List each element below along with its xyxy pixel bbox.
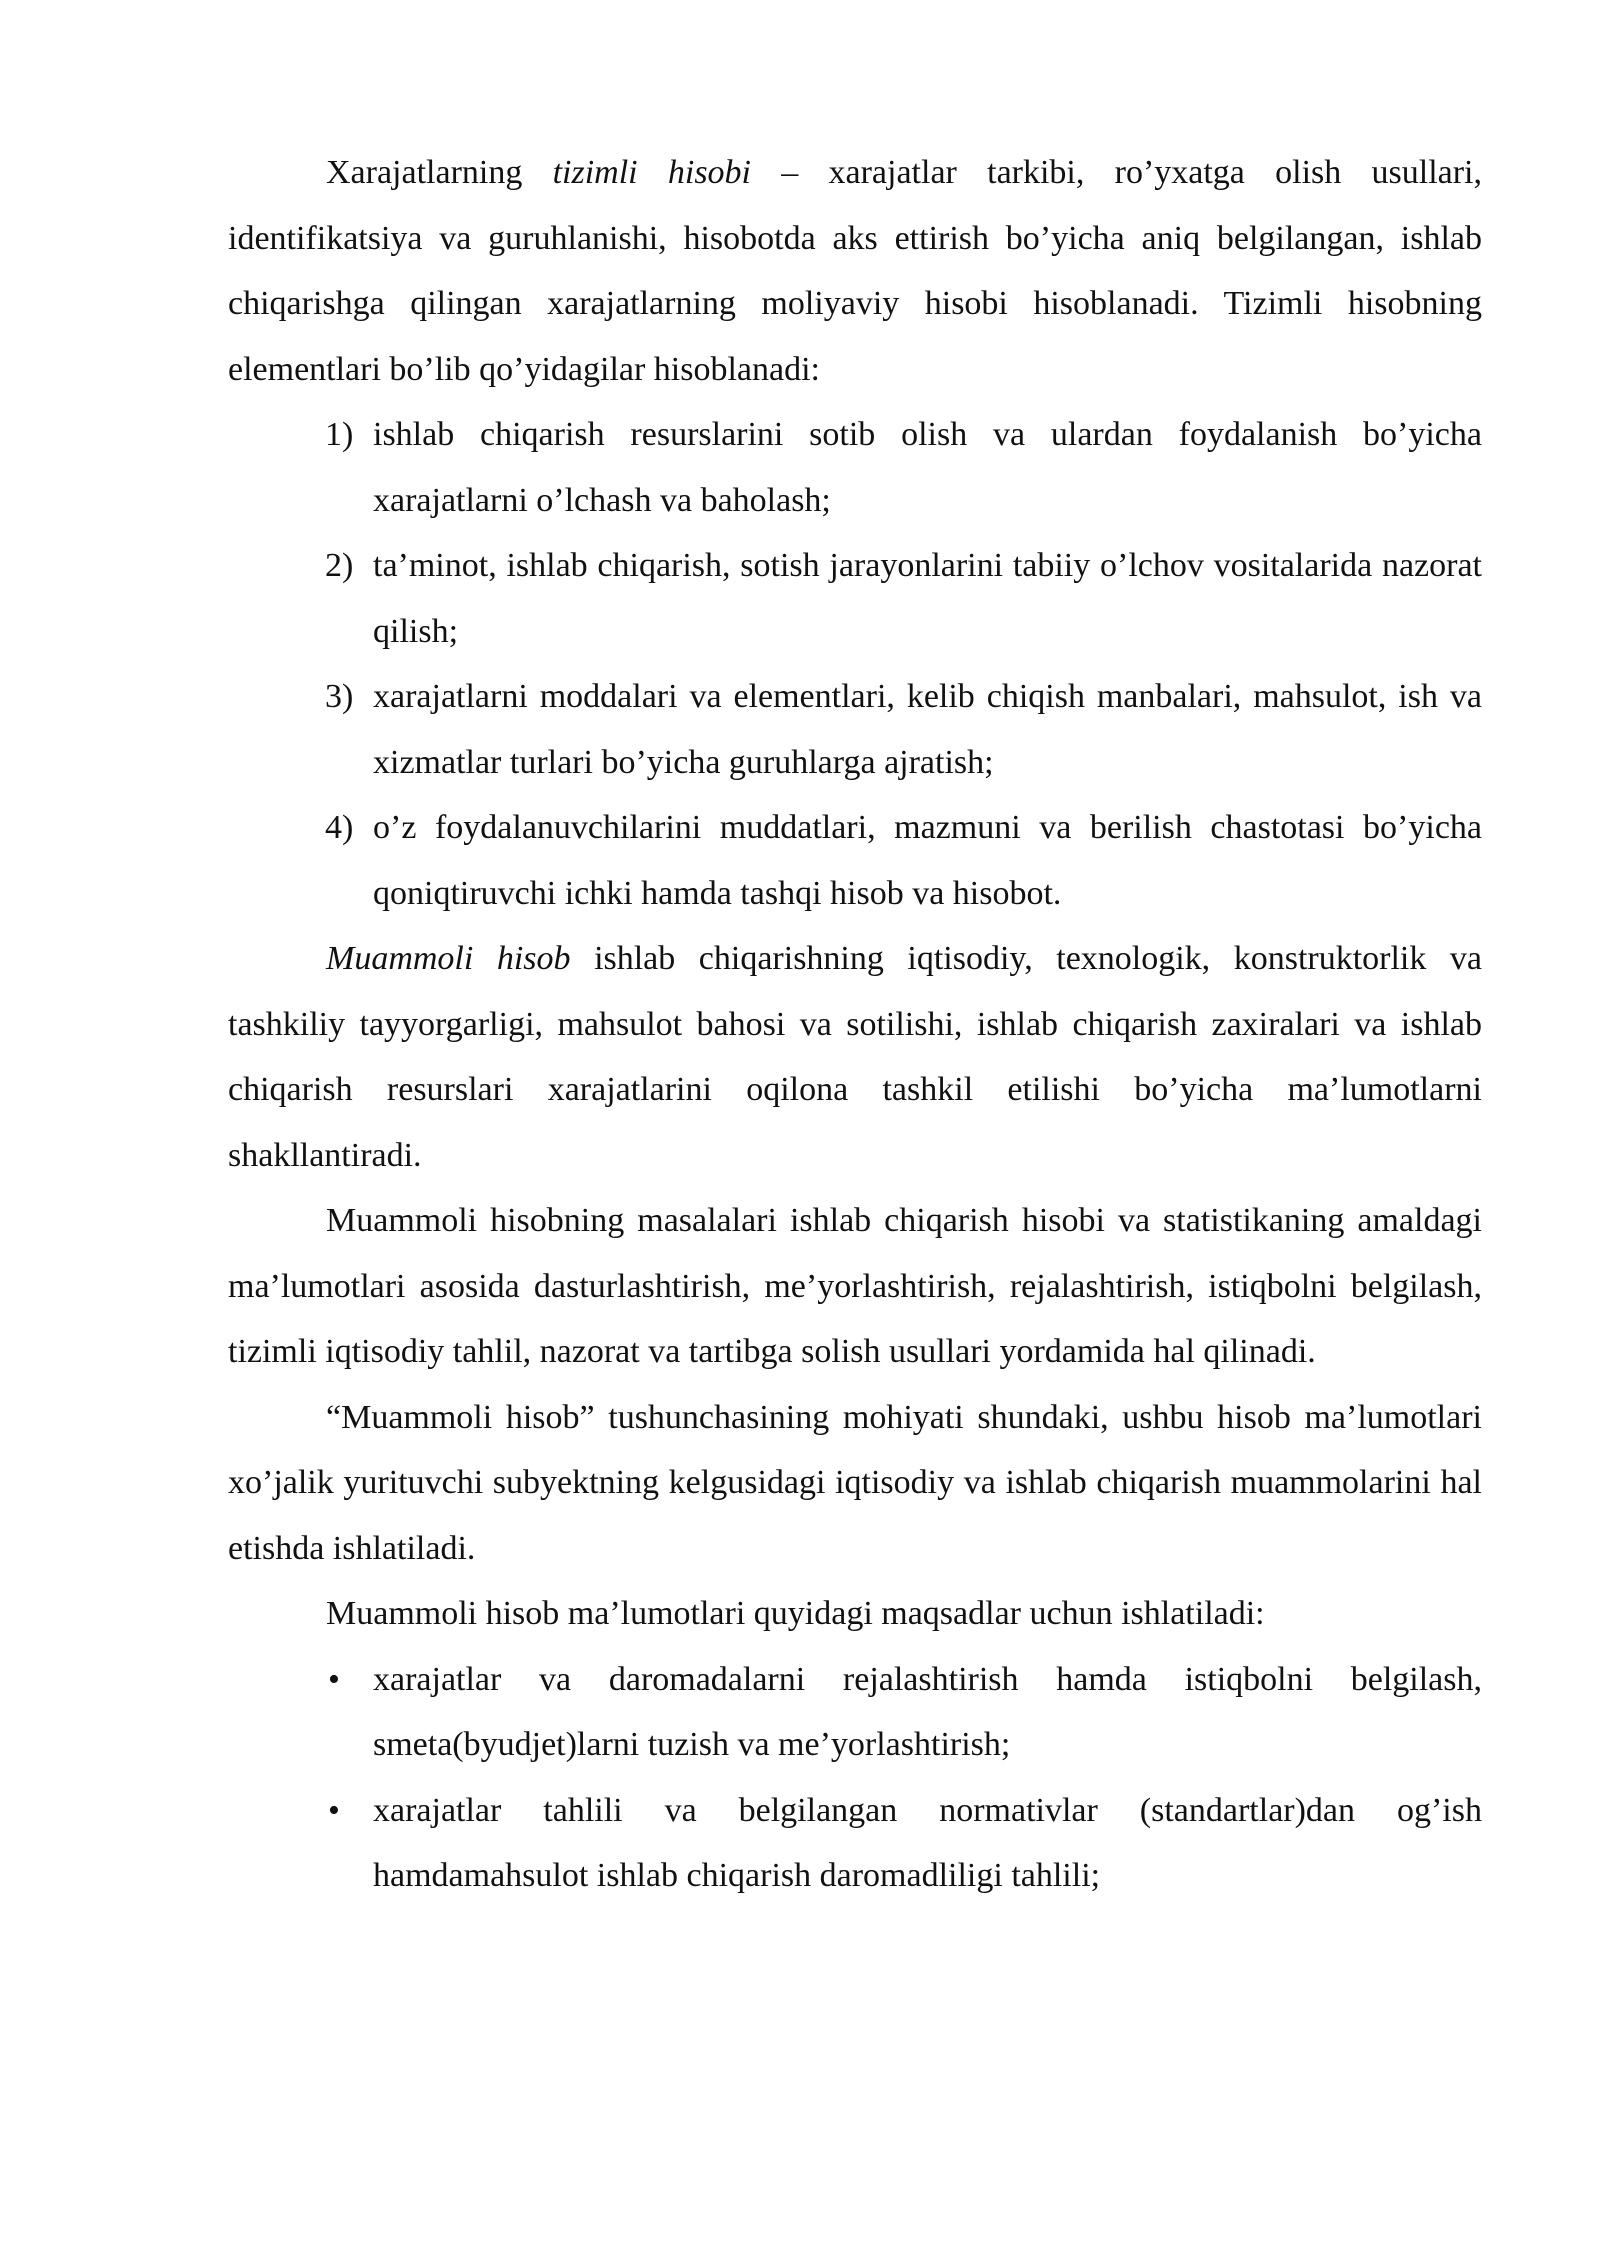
paragraph-body-text: – xarajatlar tarkibi, ro’yxatga olish usullari, identifikatsiya va guruhlanishi, hisobotda aks ettirish bo’yicha aniq belgilangan, ishlab chiqarishga qilingan xarajatlarning moliyaviy hisobi hisoblanadi. Tizimli hisobning elementlari bo’lib qo’yidagilar hisoblanadi: <box>228 154 1483 388</box>
document-page <box>228 140 1482 1909</box>
numbered-list <box>228 402 1482 926</box>
paragraph-problem-accounting <box>228 926 1482 1188</box>
paragraph-systematic-accounting <box>228 140 1482 402</box>
list-item-text: o’z foydalanuvchilarini muddatlari, mazmuni va berilish chastotasi bo’yicha qoniqtiruvchi ichki hamda tashqi hisob va hisobot. <box>373 809 1482 912</box>
italic-term-muammoli-hisob: Muammoli hisob <box>326 940 571 977</box>
list-item-text: ta’minot, ishlab chiqarish, sotish jarayonlarini tabiiy o’lchov vositalarida nazorat qilish; <box>373 547 1482 650</box>
list-marker: 3) <box>325 678 354 715</box>
italic-term-tizimli-hisobi: tizimli hisobi <box>552 154 752 191</box>
bullet-marker: • <box>328 1791 340 1829</box>
bullet-list <box>228 1647 1482 1909</box>
list-item <box>228 402 1482 533</box>
paragraph-problem-tasks: Muammoli hisobning masalalari ishlab chiqarish hisobi va statistikaning amaldagi ma’lumotlari asosida dasturlashtirish, me’yorlashtirish, rejalashtirish, istiqbolni belgilash, tizimli iqtisodiy tahlil, nazorat va tartibga solish usullari yordamida hal qilinadi. <box>228 1202 1482 1370</box>
list-item <box>228 533 1482 664</box>
bullet-marker: • <box>328 1660 340 1698</box>
list-item <box>228 1778 1482 1909</box>
list-item-text: xarajatlar tahlili va belgilangan normativlar (standartlar)dan og’ish hamdamahsulot ishlab chiqarish daromadliligi tahlili; <box>373 1791 1482 1894</box>
list-item-text: ishlab chiqarish resurslarini sotib olish va ulardan foydalanish bo’yicha xarajatlarni o’lchash va baholash; <box>373 416 1482 519</box>
list-item-text: xarajatlarni moddalari va elementlari, kelib chiqish manbalari, mahsulot, ish va xizmatlar turlari bo’yicha guruhlarga ajratish; <box>373 678 1482 781</box>
list-item-text: xarajatlar va daromadalarni rejalashtirish hamda istiqbolni belgilash, smeta(byudjet)larni tuzish va me’yorlashtirish; <box>373 1660 1482 1763</box>
list-item <box>228 664 1482 795</box>
paragraph-lead-text: Xarajatlarning <box>326 154 553 191</box>
list-marker: 1) <box>325 416 354 453</box>
list-item <box>228 795 1482 926</box>
paragraph-concept-essence: “Muammoli hisob” tushunchasining mohiyati shundaki, ushbu hisob ma’lumotlari xo’jalik yurituvchi subyektning kelgusidagi iqtisodiy va ishlab chiqarish muammolarini hal etishda ishlatiladi. <box>228 1398 1482 1567</box>
list-marker: 2) <box>325 547 354 584</box>
paragraph-body-text: ishlab chiqarishning iqtisodiy, texnologik, konstruktorlik va tashkiliy tayyorgarligi, mahsulot bahosi va sotilishi, ishlab chiqarish zaxiralari va ishlab chiqarish resurslari xarajatlarini oqilona tashkil etilishi bo’yicha ma’lumotlarni shakllantiradi. <box>228 940 1482 1174</box>
list-marker: 4) <box>325 809 354 846</box>
paragraph-purposes-intro: Muammoli hisob ma’lumotlari quyidagi maqsadlar uchun ishlatiladi: <box>326 1595 1265 1632</box>
list-item <box>228 1647 1482 1778</box>
